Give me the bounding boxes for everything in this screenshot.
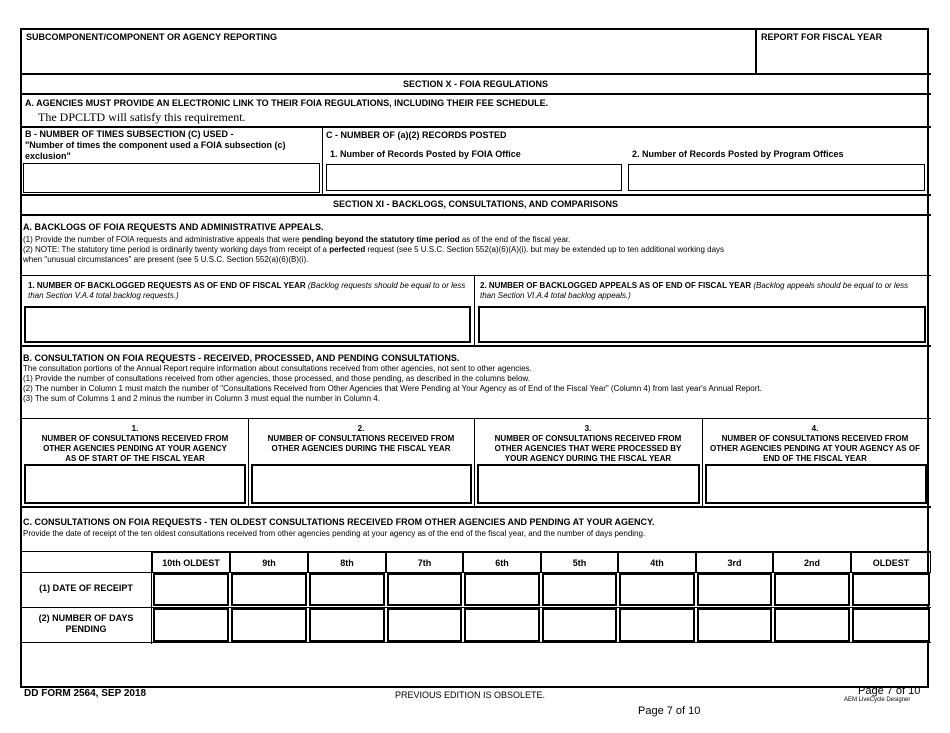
section-xi-title: SECTION XI - BACKLOGS, CONSULTATIONS, AND COMPARISONS (332, 199, 618, 209)
fiscal-year-field[interactable] (759, 46, 925, 72)
col-3rd: 3rd (696, 552, 773, 573)
section-x-a-value: The DPCLTD will satisfy this requirement. (38, 110, 246, 124)
section-x-c2-label: 2. Number of Records Posted by Program Offices (632, 149, 844, 159)
date-cell[interactable] (231, 573, 307, 606)
col-4th: 4th (618, 552, 696, 573)
date-cell[interactable] (542, 573, 617, 606)
date-cell[interactable] (852, 573, 930, 606)
col-9th: 9th (230, 552, 308, 573)
date-cell[interactable] (697, 573, 772, 606)
consultations-processed-field[interactable] (477, 464, 700, 504)
days-cell[interactable] (542, 608, 617, 642)
section-x-a-label: A. AGENCIES MUST PROVIDE AN ELECTRONIC LINK TO THEIR FOIA REGULATIONS, INCLUDING THEIR FEE SCHEDULE. (25, 98, 549, 108)
backlogged-requests-label: 1. NUMBER OF BACKLOGGED REQUESTS AS OF END OF FISCAL YEAR (Backlog requests should be equal to or less than Section V.A.4 total backlog requests.) (28, 281, 466, 300)
section-x-b-label: B - NUMBER OF TIMES SUBSECTION (C) USED - "Number of times the component used a FOIA subsection (c) exclusion" (25, 129, 286, 161)
backlogged-appeals-field[interactable] (478, 306, 926, 343)
date-cell[interactable] (774, 573, 850, 606)
date-cell[interactable] (309, 573, 385, 606)
col-8th: 8th (308, 552, 386, 573)
section-xi-c-description: Provide the date of receipt of the ten oldest consultations received from other agencies pending at your agency as of the end of the fiscal year, and the number of days pending. (23, 529, 646, 538)
date-cell[interactable] (387, 573, 462, 606)
days-pending-label: (2) NUMBER OF DAYS PENDING (38, 613, 134, 634)
section-x-title: SECTION X - FOIA REGULATIONS (402, 79, 548, 89)
col-7th: 7th (386, 552, 463, 573)
section-xi-c-title: C. CONSULTATIONS ON FOIA REQUESTS - TEN OLDEST CONSULTATIONS RECEIVED FROM OTHER AGENCIES AND PENDING AT YOUR AGENCY. (23, 517, 655, 527)
agency-reporting-field[interactable] (24, 46, 752, 72)
date-cell[interactable] (619, 573, 695, 606)
consultations-pending-end-field[interactable] (705, 464, 927, 504)
page-indicator-right: Page 7 of 10 (858, 685, 921, 697)
section-xi-b-title: B. CONSULTATION ON FOIA REQUESTS - RECEIVED, PROCESSED, AND PENDING CONSULTATIONS. (23, 353, 460, 363)
subsection-c-count-field[interactable] (23, 163, 320, 193)
backlogged-requests-field[interactable] (24, 306, 471, 343)
consultation-col-4-header: 4. NUMBER OF CONSULTATIONS RECEIVED FROM OTHER AGENCIES PENDING AT YOUR AGENCY AS OF END OF THE FISCAL YEAR (710, 424, 920, 463)
col-5th: 5th (541, 552, 618, 573)
days-cell[interactable] (619, 608, 695, 642)
col-10th-oldest: 10th OLDEST (152, 552, 230, 573)
consultations-pending-start-field[interactable] (24, 464, 246, 504)
consultation-col-1-header: 1. NUMBER OF CONSULTATIONS RECEIVED FROM OTHER AGENCIES PENDING AT YOUR AGENCY AS OF START OF THE FISCAL YEAR (41, 424, 229, 463)
days-cell[interactable] (309, 608, 385, 642)
days-cell[interactable] (852, 608, 930, 642)
consultation-col-3-header: 3. NUMBER OF CONSULTATIONS RECEIVED FROM OTHER AGENCIES THAT WERE PROCESSED BY YOUR AGENCY DURING THE FISCAL YEAR (494, 424, 682, 463)
backlogged-appeals-label: 2. NUMBER OF BACKLOGGED APPEALS AS OF END OF FISCAL YEAR (Backlog appeals should be equal to or less than Section VI.A.4 total backlog appeals.) (480, 281, 909, 300)
consultations-received-field[interactable] (251, 464, 472, 504)
days-cell[interactable] (153, 608, 229, 642)
col-oldest: OLDEST (851, 552, 931, 573)
date-cell[interactable] (464, 573, 540, 606)
form-id: DD FORM 2564, SEP 2018 (24, 688, 147, 699)
section-x-c-label: C - NUMBER OF (a)(2) RECORDS POSTED (326, 130, 507, 140)
col-6th: 6th (463, 552, 541, 573)
edition-notice: PREVIOUS EDITION IS OBSOLETE. (395, 690, 546, 700)
section-xi-a-title: A. BACKLOGS OF FOIA REQUESTS AND ADMINISTRATIVE APPEALS. (23, 222, 324, 232)
col-2nd: 2nd (773, 552, 851, 573)
page-indicator-bottom: Page 7 of 10 (638, 705, 701, 717)
days-cell[interactable] (387, 608, 462, 642)
date-cell[interactable] (153, 573, 229, 606)
records-posted-foia-office-field[interactable] (326, 164, 622, 191)
days-cell[interactable] (774, 608, 850, 642)
date-of-receipt-label: (1) DATE OF RECEIPT (39, 583, 133, 593)
designer-label: AEM LiveCycle Designer (844, 697, 911, 703)
records-posted-program-offices-field[interactable] (628, 164, 925, 191)
fiscal-year-label: REPORT FOR FISCAL YEAR (761, 32, 883, 42)
consultation-col-2-header: 2. NUMBER OF CONSULTATIONS RECEIVED FROM OTHER AGENCIES DURING THE FISCAL YEAR (267, 424, 455, 453)
days-cell[interactable] (231, 608, 307, 642)
days-cell[interactable] (464, 608, 540, 642)
section-xi-a-instructions: (1) Provide the number of FOIA requests and administrative appeals that were pending beyond the statutory time period as of the end of the fiscal year. (2) NOTE: The statutory time period is ordinarily twenty working days from receipt of a perfected request (see 5 U.S.C. Section 552(a)(6)(A)(i). but may be extended up to ten additional working days when "unusual circumstances" are present (see 5 U.S.C. Section 552(a)(6)(B)(i). (23, 235, 725, 264)
agency-reporting-label: SUBCOMPONENT/COMPONENT OR AGENCY REPORTING (26, 32, 278, 42)
section-xi-b-instructions: The consultation portions of the Annual Report require information about consultations received from other agencies, not sent to other agencies. (1) Provide the number of consultations received from other agencies, those processed, and those pending, as described in the columns below. (2) The number in Column 1 must match the number of "Consultations Received from Other Agencies that Were Pending at Your Agency as of End of the Fiscal Year" (Column 4) from last year's Annual Report. (3) The sum of Columns 1 and 2 minus the number in Column 3 must equal the number in Column 4. (23, 364, 762, 403)
ten-oldest-grid (20, 551, 931, 643)
days-cell[interactable] (697, 608, 772, 642)
section-x-c1-label: 1. Number of Records Posted by FOIA Office (330, 149, 521, 159)
